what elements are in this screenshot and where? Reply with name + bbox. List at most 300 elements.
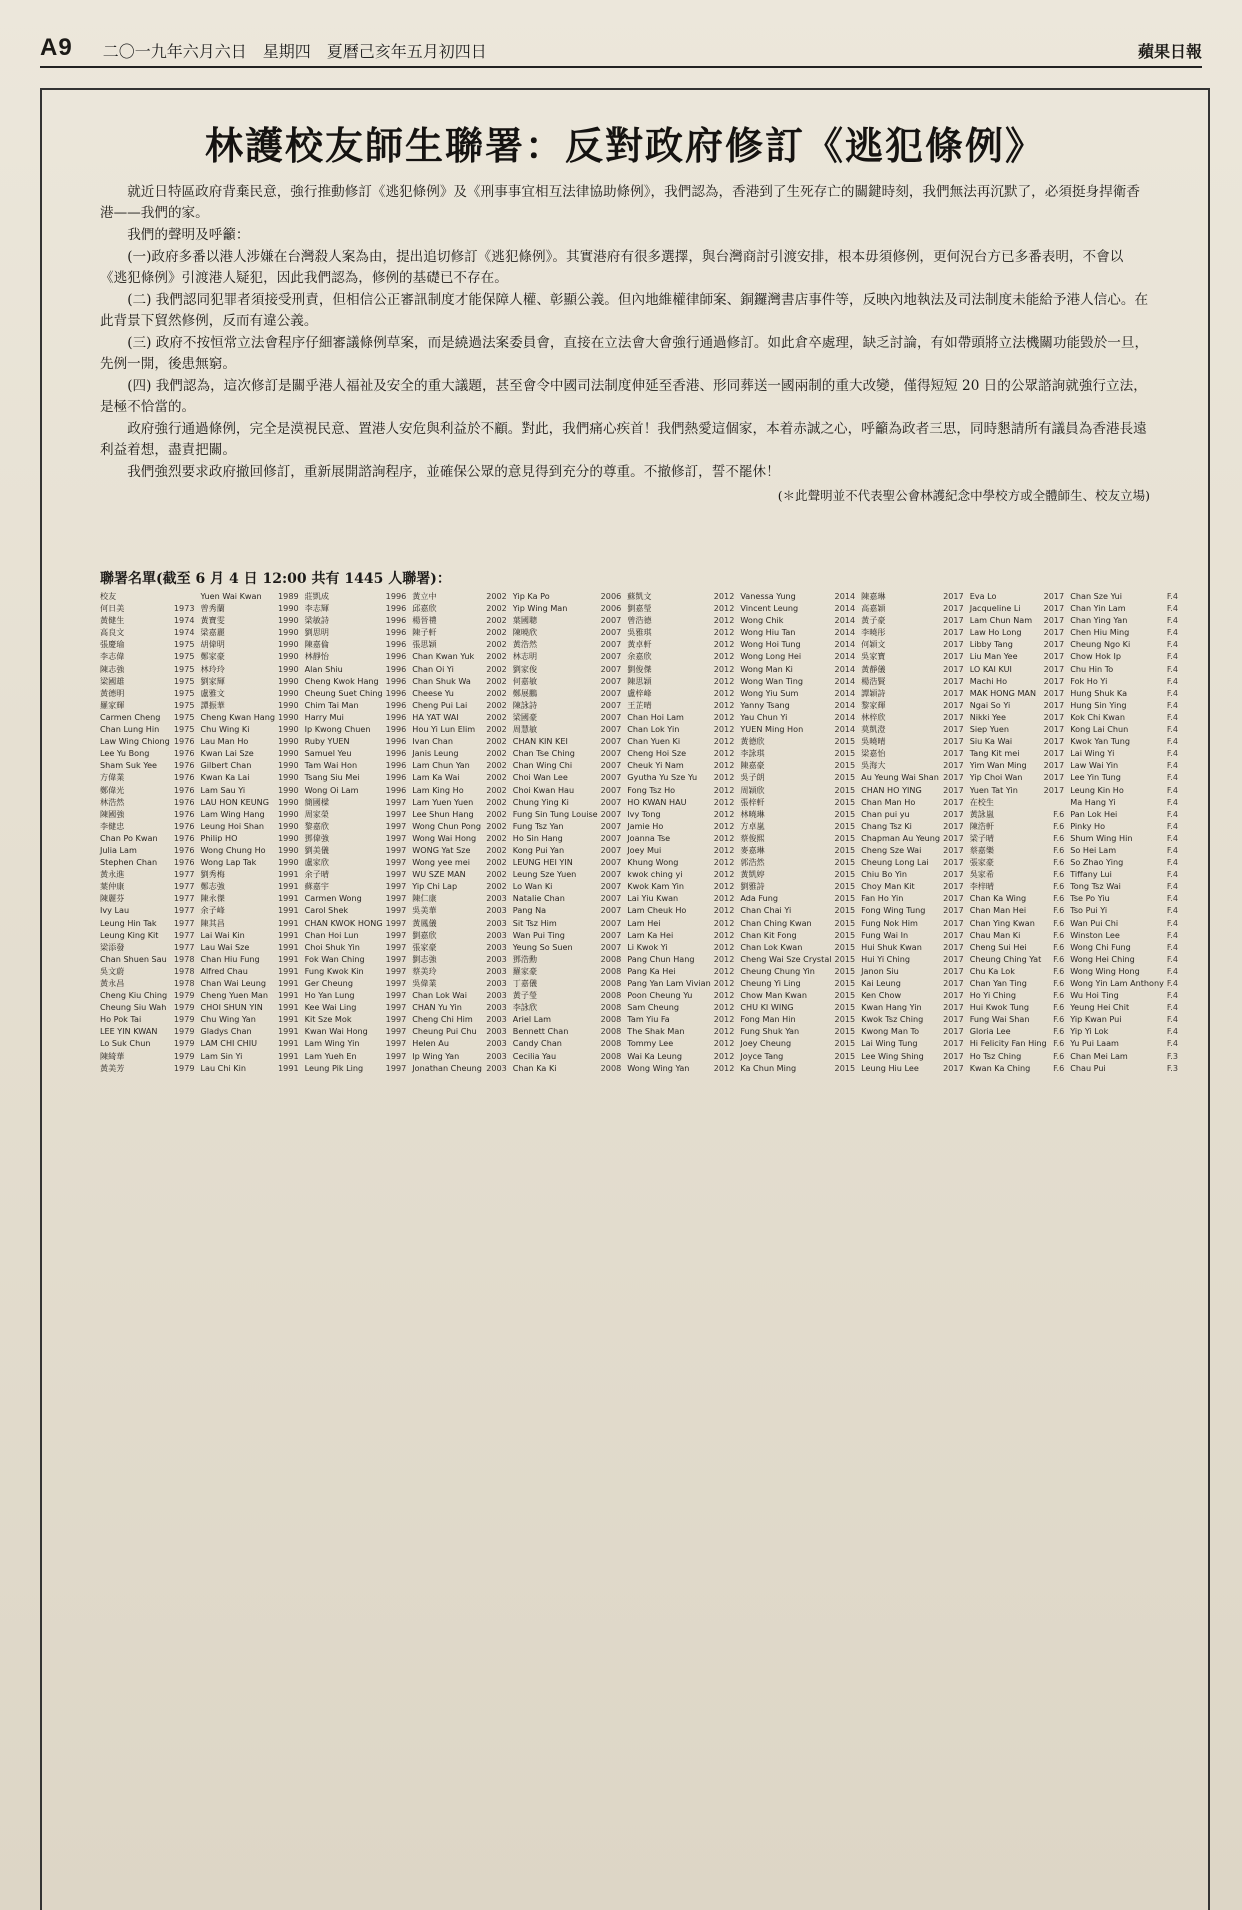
- signatory-class-year: 2014: [834, 627, 856, 638]
- signatory-class-year: 2012: [713, 748, 735, 759]
- signatory-class-year: 1990: [278, 711, 299, 722]
- signatory-class-year: 1976: [173, 832, 195, 843]
- signatory-row: [861, 1050, 964, 1062]
- signatory-class-year: 2017: [1043, 724, 1065, 735]
- signatory-name: 梁嘉怡: [861, 748, 886, 759]
- signatory-class-year: F.4: [1166, 929, 1178, 940]
- signatory-class-year: F.6: [1053, 881, 1065, 892]
- signatory-name: Cheng Kiu Ching: [100, 990, 168, 1001]
- signatory-name: Gyutha Yu Sze Yu: [627, 772, 698, 783]
- signatory-row: [100, 687, 195, 699]
- signatory-row: [100, 892, 195, 904]
- signatory-name: Cheng Kwan Hang: [200, 711, 276, 722]
- signatory-row: [627, 638, 734, 650]
- signatory-name: Yeung So Suen: [512, 941, 573, 952]
- signatory-name: Ada Fung: [740, 893, 779, 904]
- signatory-row: [100, 711, 195, 723]
- signatory-class-year: 1979: [173, 1026, 195, 1037]
- signatory-row: [627, 711, 734, 723]
- signatory-name: Yip Wing Man: [512, 603, 568, 614]
- signatory-row: [1070, 614, 1178, 626]
- signatory-class-year: F.3: [1166, 1062, 1178, 1073]
- signatory-row: [412, 650, 507, 662]
- signatory-class-year: 1990: [278, 760, 299, 771]
- signatory-class-year: 1997: [385, 844, 407, 855]
- signatory-name: 譚穎詩: [861, 687, 886, 698]
- signatory-row: [412, 771, 507, 783]
- signatory-class-year: F.4: [1166, 1026, 1178, 1037]
- signatory-row: [100, 626, 195, 638]
- signatory-class-year: 1991: [278, 965, 299, 976]
- signatory-row: [412, 977, 507, 989]
- signatory-name: Wan Pui Ting: [512, 929, 565, 940]
- signatory-name: Joey Cheung: [740, 1038, 792, 1049]
- signatory-name: Vanessa Yung: [740, 591, 796, 601]
- signatory-class-year: 2002: [486, 724, 507, 735]
- signatory-class-year: 2017: [943, 627, 964, 638]
- signatory-class-year: 2015: [834, 760, 856, 771]
- signatory-row: [412, 675, 507, 687]
- signatory-class-year: F.4: [1166, 905, 1178, 916]
- signatory-row: [201, 602, 299, 614]
- signatory-row: [861, 953, 964, 965]
- signatory-row: [100, 602, 195, 614]
- signatory-row: [305, 723, 407, 735]
- signatory-class-year: 2015: [834, 808, 856, 819]
- signatory-name: 黃德欣: [740, 736, 765, 747]
- signatory-row: [740, 989, 855, 1001]
- signatory-class-year: 2017: [943, 869, 964, 880]
- signatory-row: [861, 929, 964, 941]
- signatory-name: Fung Shuk Yan: [740, 1026, 800, 1037]
- signatory-name: Chu Ka Lok: [969, 965, 1015, 976]
- signatory-row: [412, 917, 507, 929]
- signatory-row: [970, 650, 1065, 662]
- signatory-name: Yip Ka Po: [512, 591, 550, 601]
- signatory-name: Lam Yuen Yuen: [412, 796, 474, 807]
- signatory-name: Chan Ying Yan: [1070, 615, 1128, 626]
- signatory-row: [627, 808, 734, 820]
- signatory-row: [740, 1050, 855, 1062]
- signatory-name: Chan Oi Yi: [412, 663, 454, 674]
- signatory-name: Lam Ka Wai: [412, 772, 460, 783]
- signatory-row: [740, 771, 855, 783]
- signatory-row: [412, 638, 507, 650]
- signatory-class-year: F.4: [1166, 965, 1178, 976]
- signatory-row: [627, 650, 734, 662]
- signatory-name: 鄭家豪: [200, 651, 225, 662]
- signatory-row: [305, 977, 407, 989]
- signatory-class-year: 1996: [385, 772, 407, 783]
- signatory-row: [740, 759, 855, 771]
- signatory-row: [861, 614, 964, 626]
- signatory-row: [201, 844, 299, 856]
- signatory-row: [861, 626, 964, 638]
- signatory-class-year: 2017: [1043, 772, 1065, 783]
- signatory-name: 劉嘉瑩: [627, 603, 652, 614]
- signatory-row: [740, 663, 855, 675]
- signatory-row: [201, 917, 299, 929]
- signatory-class-year: 2017: [943, 1062, 964, 1073]
- signatory-class-year: 1991: [278, 990, 299, 1001]
- signatory-class-year: 1997: [385, 832, 407, 843]
- signatory-name: 張家豪: [969, 857, 994, 868]
- signatory-row: [201, 650, 299, 662]
- signatory-name: Ivy Lau: [100, 905, 130, 916]
- signatory-name: Cheese Yu: [412, 687, 454, 698]
- signatory-name: Chiu Bo Yin: [861, 869, 907, 880]
- signatory-name: Choy Man Kit: [861, 881, 915, 892]
- signatory-row: [100, 735, 195, 747]
- signatory-class-year: 2014: [834, 615, 856, 626]
- signatory-row: [740, 687, 855, 699]
- signatory-name: 吳偉業: [412, 978, 437, 988]
- signatory-row: [861, 989, 964, 1001]
- signatory-row: [740, 614, 855, 626]
- signatory-row: [1070, 929, 1178, 941]
- signatory-class-year: 1991: [278, 917, 299, 928]
- signatory-class-year: 2017: [943, 687, 964, 698]
- signatory-class-year: F.4: [1166, 978, 1178, 988]
- signatory-name: 劉家俊: [512, 663, 538, 674]
- signatory-class-year: 2017: [943, 591, 964, 601]
- signatory-class-year: 2014: [834, 651, 856, 662]
- signatory-class-year: 2017: [943, 941, 964, 952]
- signatory-class-year: 2017: [1043, 615, 1065, 626]
- signatory-class-year: 1997: [385, 929, 407, 940]
- signatory-row: [627, 856, 734, 868]
- signatory-class-year: 2017: [943, 832, 964, 843]
- signatory-row: [201, 626, 299, 638]
- signatory-class-year: F.6: [1053, 1050, 1065, 1061]
- signatory-row: [305, 650, 407, 662]
- signatory-class-year: 2012: [713, 844, 735, 855]
- signatory-name: 陳仁康: [412, 893, 437, 904]
- signatory-name: kwok ching yi: [627, 869, 683, 880]
- signatory-name: Pinky Ho: [1070, 820, 1106, 831]
- signatory-row: [627, 977, 734, 989]
- signatory-class-year: 1976: [173, 736, 195, 747]
- signatory-class-year: 2017: [943, 724, 964, 735]
- signatory-name: 羅家輝: [100, 699, 125, 710]
- signatory-row: [970, 820, 1065, 832]
- signatory-class-year: 2012: [713, 796, 735, 807]
- signatory-row: [627, 917, 734, 929]
- signatory-row: [970, 1037, 1065, 1049]
- signatory-row: [861, 965, 964, 977]
- signatory-row: [970, 602, 1065, 614]
- signatory-name: Fung Nok Him: [861, 917, 918, 928]
- signatory-row: [412, 687, 507, 699]
- signatory-class-year: F.4: [1166, 844, 1178, 855]
- signatory-class-year: 1997: [385, 905, 407, 916]
- signatory-name: The Shak Man: [627, 1026, 685, 1037]
- signatory-name: 黃永昌: [100, 978, 125, 988]
- signatory-class-year: 2003: [486, 1026, 507, 1037]
- signatory-name: 葉仲康: [100, 881, 125, 892]
- signatory-class-year: 2002: [486, 651, 507, 662]
- signatory-row: [100, 759, 195, 771]
- signatory-class-year: 2002: [486, 711, 507, 722]
- signatory-row: [740, 880, 855, 892]
- signatory-name: Cheung Chung Yin: [740, 965, 815, 976]
- signatory-name: Law Ho Long: [969, 627, 1022, 638]
- signatory-row: [201, 699, 299, 711]
- signatory-class-year: 2017: [943, 736, 964, 747]
- signatory-class-year: 2017: [1043, 639, 1065, 650]
- signatory-row: [100, 929, 195, 941]
- signatory-row: [100, 880, 195, 892]
- signatory-class-year: 2008: [600, 1014, 622, 1025]
- signatory-class-year: 2017: [943, 929, 964, 940]
- signatory-row: [305, 929, 407, 941]
- signatory-class-year: 2017: [943, 857, 964, 868]
- signatory-row: [412, 590, 507, 602]
- signatory-name: Leung King Kit: [100, 929, 159, 940]
- signatory-name: Chan Tse Ching: [512, 748, 575, 759]
- signatory-row: [861, 663, 964, 675]
- signatory-class-year: 2012: [713, 929, 735, 940]
- signatory-column: [305, 590, 407, 1892]
- signatory-name: Cheng Kwok Hang: [304, 675, 379, 686]
- signatory-row: [970, 953, 1065, 965]
- signatory-row: [513, 747, 621, 759]
- signatory-class-year: F.4: [1166, 687, 1178, 698]
- signatory-class-year: 2017: [943, 651, 964, 662]
- signatory-class-year: 1974: [173, 615, 195, 626]
- signatory-name: 吳曉晴: [861, 736, 886, 747]
- signatory-name: 陳嘉琳: [861, 591, 886, 601]
- signatory-class-year: 2014: [834, 663, 856, 674]
- signatory-name: Lam Sin Yi: [200, 1050, 243, 1061]
- signatory-name: Shum Wing Hin: [1070, 832, 1133, 843]
- signatory-name: Sam Cheung: [627, 1002, 679, 1013]
- signatory-row: [627, 687, 734, 699]
- signatory-name: Cheung Pui Chu: [412, 1026, 477, 1037]
- signatory-row: [201, 1037, 299, 1049]
- signatory-name: Leung Kin Ho: [1070, 784, 1124, 795]
- signatory-row: [740, 699, 855, 711]
- signatory-row: [201, 977, 299, 989]
- signatory-name: 梁國雄: [100, 675, 125, 686]
- newspaper-name: 蘋果日報: [1137, 44, 1202, 61]
- signatory-row: [100, 1025, 195, 1037]
- signatory-class-year: F.4: [1166, 736, 1178, 747]
- signatory-name: Cheung Ching Yat: [969, 953, 1042, 964]
- signatory-name: Cheung Siu Wah: [100, 1002, 167, 1013]
- signatory-row: [740, 965, 855, 977]
- statement-lead: 我們的聲明及呼籲：: [127, 227, 250, 243]
- signatory-row: [100, 856, 195, 868]
- signatory-row: [513, 941, 621, 953]
- signatory-row: [861, 1062, 964, 1074]
- signatory-name: CHAN KIN KEI: [512, 736, 568, 747]
- signatory-class-year: 1976: [173, 844, 195, 855]
- signatory-class-year: 1990: [278, 627, 299, 638]
- signatory-name: 鄭展鵬: [512, 687, 538, 698]
- signatory-row: [513, 989, 621, 1001]
- signatory-row: [412, 1062, 507, 1074]
- signatory-name: Gilbert Chan: [200, 760, 252, 771]
- signatory-class-year: 1997: [385, 965, 407, 976]
- signatory-class-year: 2012: [713, 736, 735, 747]
- signatory-class-year: 2002: [486, 736, 507, 747]
- signatory-row: [412, 820, 507, 832]
- signatory-class-year: 1975: [173, 651, 195, 662]
- signatory-row: [412, 880, 507, 892]
- signatory-class-year: 2012: [713, 772, 735, 783]
- signatory-row: [627, 675, 734, 687]
- signatory-name: Hung Shuk Ka: [1070, 687, 1128, 698]
- signatory-name: 陳嘉倫: [304, 639, 329, 650]
- signatory-class-year: 2012: [713, 699, 735, 710]
- signatory-class-year: F.4: [1166, 869, 1178, 880]
- signatory-name: 盧雅文: [200, 687, 225, 698]
- signatory-name: Joanna Tse: [627, 832, 671, 843]
- signatory-class-year: 2002: [486, 615, 507, 626]
- signatory-name: Chau Man Ki: [969, 929, 1021, 940]
- signatory-row: [740, 638, 855, 650]
- signatory-name: Wan Pui Chi: [1070, 917, 1119, 928]
- signatory-name: Chan Wing Chi: [512, 760, 573, 771]
- signatory-row: [513, 929, 621, 941]
- signatory-class-year: 1991: [278, 893, 299, 904]
- signatory-row: [970, 771, 1065, 783]
- signatory-class-year: 1997: [385, 1026, 407, 1037]
- signatory-row: [513, 723, 621, 735]
- signatory-row: [100, 989, 195, 1001]
- signatory-name: Chan Shuen Sau: [100, 953, 167, 964]
- signatory-name: LO KAI KUI: [969, 663, 1012, 674]
- signatory-name: 梁敏詩: [304, 615, 329, 626]
- signatory-class-year: 2012: [713, 1002, 735, 1013]
- signatory-class-year: 1997: [385, 953, 407, 964]
- signatory-class-year: F.4: [1166, 724, 1178, 735]
- signatory-row: [1070, 784, 1178, 796]
- signatory-name: CHAN Yu Yin: [412, 1002, 462, 1013]
- signatory-class-year: 2007: [600, 663, 622, 674]
- signatory-class-year: 1978: [173, 965, 195, 976]
- signatory-class-year: 2002: [486, 820, 507, 831]
- signatory-class-year: 1991: [278, 978, 299, 988]
- signatory-class-year: F.6: [1053, 832, 1065, 843]
- signatory-row: [513, 868, 621, 880]
- signatory-class-year: 2017: [943, 615, 964, 626]
- signatory-name: Gloria Lee: [969, 1026, 1011, 1037]
- signatory-class-year: F.6: [1053, 869, 1065, 880]
- signatory-row: [861, 723, 964, 735]
- signatory-name: 黃立中: [412, 591, 437, 601]
- signatory-name: Cheng Yuen Man: [200, 990, 269, 1001]
- signatory-row: [201, 771, 299, 783]
- signatory-row: [412, 1050, 507, 1062]
- signatory-class-year: 1997: [385, 820, 407, 831]
- signatory-row: [513, 904, 621, 916]
- signatory-class-year: F.6: [1053, 1026, 1065, 1037]
- signatory-name: Chan Hoi Lun: [304, 929, 359, 940]
- signatory-class-year: 1996: [385, 784, 407, 795]
- signatory-class-year: F.6: [1053, 990, 1065, 1001]
- signatory-row: [970, 977, 1065, 989]
- signatory-name: 黃德明: [100, 687, 125, 698]
- signatory-name: 莫凱澄: [861, 724, 886, 735]
- signatory-name: Wong Wan Ting: [740, 675, 804, 686]
- signatory-row: [627, 771, 734, 783]
- signatory-row: [412, 735, 507, 747]
- signatory-name: Kit Sze Mok: [304, 1014, 352, 1025]
- signatory-class-year: 2007: [600, 784, 622, 795]
- signatory-class-year: 2012: [713, 965, 735, 976]
- signatory-class-year: 2017: [943, 881, 964, 892]
- signatory-name: Wu Hoi Ting: [1070, 990, 1119, 1001]
- signatory-row: [970, 1050, 1065, 1062]
- signatory-name: Khung Wong: [627, 857, 679, 868]
- signatory-name: Natalie Chan: [512, 893, 565, 904]
- signatory-name: 蘇嘉宇: [304, 881, 329, 892]
- signatory-row: [1070, 796, 1178, 808]
- signatory-name: Libby Tang: [969, 639, 1013, 650]
- signatory-row: [740, 1001, 855, 1013]
- signatory-row: [513, 1037, 621, 1049]
- signatory-row: [861, 675, 964, 687]
- signatory-class-year: 1997: [385, 881, 407, 892]
- signatory-row: [305, 747, 407, 759]
- signatory-class-year: 2015: [834, 748, 856, 759]
- signatory-class-year: 2012: [713, 1038, 735, 1049]
- signatory-row: [861, 687, 964, 699]
- signatory-row: [1070, 1062, 1178, 1074]
- signatory-class-year: 2002: [486, 881, 507, 892]
- signatory-class-year: 2014: [834, 603, 856, 614]
- signatory-row: [513, 687, 621, 699]
- signatory-name: Lai Wing Yi: [1070, 748, 1115, 759]
- signatory-row: [100, 953, 195, 965]
- signatory-row: [100, 1062, 195, 1074]
- signatory-name: Wong Yin Lam Anthony: [1070, 978, 1164, 988]
- signatory-class-year: F.4: [1166, 990, 1178, 1001]
- signatory-name: Fong Tsz Ho: [627, 784, 676, 795]
- signatory-column: [412, 590, 507, 1892]
- page-number: A9: [40, 34, 73, 61]
- signatory-name: Kwok Kam Yin: [627, 881, 685, 892]
- signatory-row: [412, 784, 507, 796]
- signatory-column: [861, 590, 964, 1892]
- signatory-class-year: 2015: [834, 893, 856, 904]
- signatory-name: Lee Yin Tung: [1070, 772, 1121, 783]
- signatory-class-year: 1990: [278, 844, 299, 855]
- signatory-row: [627, 941, 734, 953]
- signatory-row: [970, 941, 1065, 953]
- signatory-row: [740, 784, 855, 796]
- signatory-row: [861, 759, 964, 771]
- signatory-row: [513, 1001, 621, 1013]
- signatory-row: [740, 977, 855, 989]
- signatory-name: Yip Chi Lap: [412, 881, 458, 892]
- signatory-class-year: F.6: [1053, 893, 1065, 904]
- signatory-name: Yuen Tat Yin: [969, 784, 1018, 795]
- signatory-class-year: 2007: [600, 615, 622, 626]
- signatory-row: [861, 892, 964, 904]
- signatory-row: [861, 832, 964, 844]
- signatory-row: [412, 941, 507, 953]
- signatory-class-year: 1978: [173, 953, 195, 964]
- signatory-row: [305, 663, 407, 675]
- signatory-row: [305, 1050, 407, 1062]
- signatory-class-year: 1991: [278, 941, 299, 952]
- signatory-row: [305, 892, 407, 904]
- signatory-row: [305, 675, 407, 687]
- signatory-row: [412, 723, 507, 735]
